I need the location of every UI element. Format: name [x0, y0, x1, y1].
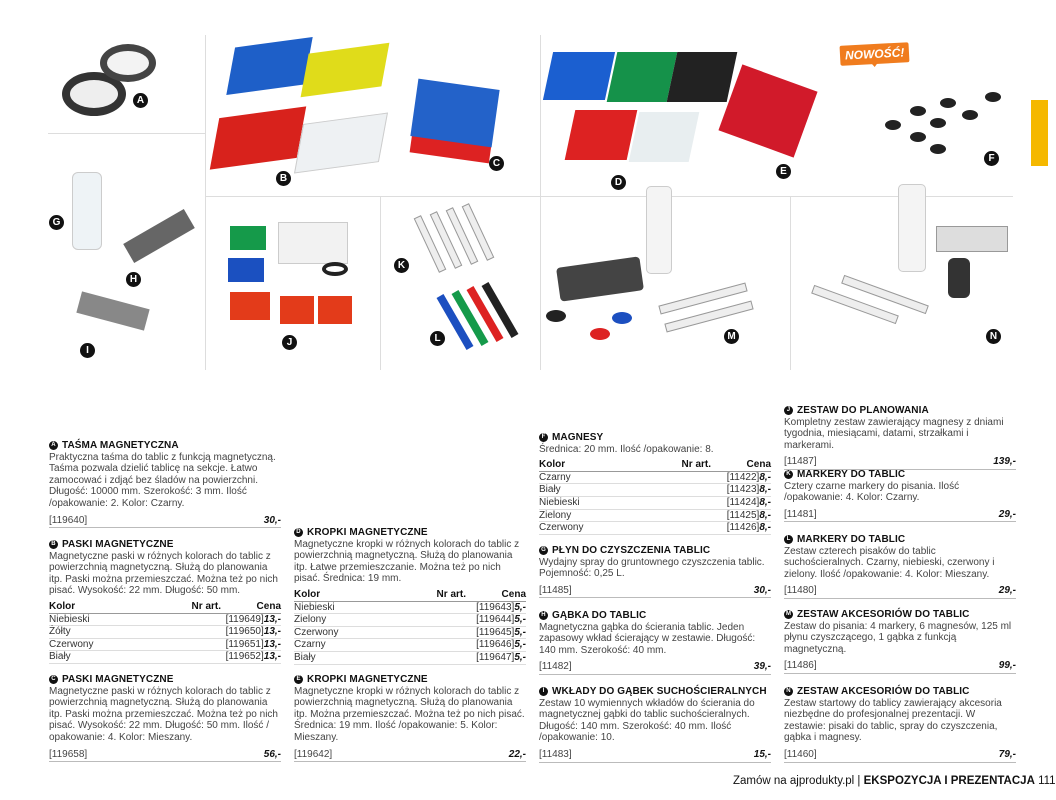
price-row — [49, 515, 281, 529]
letter-badge-icon: N — [784, 687, 793, 696]
price-row — [784, 660, 1016, 674]
price: 29,- — [998, 585, 1016, 597]
column-header: Nr art. — [191, 600, 221, 612]
table-row — [539, 484, 771, 497]
product-title — [49, 440, 281, 452]
divider — [540, 35, 541, 370]
table-row — [294, 627, 526, 640]
product-title-text: TAŚMA MAGNETYCZNA — [62, 440, 179, 451]
price-cell: 8,- — [759, 484, 771, 496]
color-cell: Czerwony — [49, 638, 94, 650]
variant-table — [294, 589, 526, 665]
color-cell: Żółty — [49, 626, 71, 638]
table-row — [49, 651, 281, 664]
article-number: [119640] — [49, 514, 88, 526]
image-label-a: A — [133, 93, 148, 108]
product-description: Magnetyczne paski w różnych kolorach do tablic z powierzchnią magnetyczną. Służą do planowania itp. Paski można przemieszczać. Można też po nich pisać. Wysokość: 22 mm. Długość: 50 mm. Ilość / opakowanie: 4. Kolor: Mieszany. — [49, 685, 278, 743]
product-description: Magnetyczne paski w różnych kolorach do tablic z powierzchnią magnetyczną. Służą do planowania itp. Paski można przemieszczać. Można też po nich pisać. Wysokość: 22 mm. Długość: 50 mm. — [49, 550, 278, 597]
color-cell: Czarny — [539, 471, 571, 483]
article-number: [11481] — [784, 508, 817, 520]
article-number: [11480] — [784, 585, 817, 597]
article-number-cell: [119643] — [476, 601, 515, 613]
table-row — [294, 602, 526, 615]
article-number-cell: [119651] — [225, 638, 264, 650]
divider — [205, 35, 206, 370]
article-number-cell: [119652] — [225, 651, 264, 663]
article-number: [119658] — [49, 748, 88, 760]
letter-badge-icon: L — [784, 535, 793, 544]
product-description: Zestaw 10 wymiennych wkładów do ścierania do magnetycznej gąbki do tablic suchościeralnych. Długość: 140 mm. Szerokość: 40 mm. Ilość /opakowanie: 10. — [539, 697, 755, 744]
price: 99,- — [998, 660, 1016, 672]
price-cell: 13,- — [263, 626, 281, 638]
product-description: Magnetyczna gąbka do ścierania tablic. Jeden zapasowy wkład ścierający w zestawie. Długość: 140 mm. Szerokość: 40 mm. — [539, 621, 756, 656]
product-description: Magnetyczne kropki w różnych kolorach do tablic z powierzchnią magnetyczną. Służą do planowania itp. Łatwe przemieszczanie. Można też po nich pisać. Średnica: 19 mm. — [294, 538, 520, 585]
price-row — [539, 661, 771, 675]
image-label-i: I — [80, 343, 95, 358]
article-number-cell: [11425] — [726, 509, 760, 521]
letter-badge-icon: D — [294, 528, 303, 537]
variant-table — [539, 459, 771, 535]
price-cell: 13,- — [263, 638, 281, 650]
color-cell: Czerwony — [539, 522, 584, 534]
price-cell: 8,- — [759, 522, 771, 534]
product-title — [784, 686, 1016, 698]
price-row — [784, 509, 1016, 523]
price-row — [784, 585, 1016, 599]
table-row — [539, 497, 771, 510]
price: 30,- — [263, 514, 281, 526]
table-row — [49, 626, 281, 639]
color-cell: Niebieski — [294, 601, 335, 613]
image-label-k: K — [394, 258, 409, 273]
product-description: Cztery czarne markery do pisania. Ilość /opakowanie: 4. Kolor: Czarny. — [784, 480, 960, 504]
table-header — [539, 459, 771, 472]
color-cell: Niebieski — [539, 496, 580, 508]
color-cell: Zielony — [539, 509, 572, 521]
product-block-k — [784, 469, 1016, 522]
table-header — [294, 589, 526, 602]
column-header: Kolor — [49, 600, 76, 612]
table-row — [294, 639, 526, 652]
product-block-i — [539, 686, 771, 763]
product-title — [539, 610, 771, 622]
table-row — [539, 510, 771, 523]
section-title: EKSPOZYCJA I PREZENTACJA — [863, 775, 1035, 787]
color-cell: Biały — [539, 484, 561, 496]
product-block-l — [784, 534, 1016, 599]
article-number-cell: [119650] — [225, 626, 264, 638]
product-title-text: MARKERY DO TABLIC — [797, 469, 906, 480]
product-title — [784, 609, 1016, 621]
article-number: [11483] — [539, 748, 572, 760]
table-row — [539, 522, 771, 535]
image-label-m: M — [724, 329, 739, 344]
product-title-text: PASKI MAGNETYCZNE — [62, 674, 174, 685]
article-number: [11487] — [784, 456, 817, 468]
price-row — [784, 749, 1016, 763]
column-header: Kolor — [539, 459, 566, 471]
image-label-b: B — [276, 171, 291, 186]
product-block-e — [294, 674, 526, 762]
price-cell: 5,- — [514, 614, 526, 626]
product-block-g — [539, 545, 771, 598]
article-number: [11460] — [784, 748, 817, 760]
product-title-text: ZESTAW AKCESORIÓW DO TABLIC — [797, 609, 970, 620]
price: 79,- — [998, 748, 1016, 760]
product-title-text: ZESTAW DO PLANOWANIA — [797, 405, 929, 416]
column-header: Cena — [501, 588, 526, 600]
order-link[interactable]: Zamów na ajprodukty.pl | — [733, 775, 861, 787]
price-cell: 5,- — [514, 626, 526, 638]
product-title-text: MARKERY DO TABLIC — [797, 534, 906, 545]
article-number-cell: [11424] — [726, 496, 760, 508]
color-cell: Niebieski — [49, 613, 90, 625]
price: 15,- — [753, 748, 771, 760]
price-cell: 13,- — [263, 651, 281, 663]
article-number-cell: [119645] — [476, 626, 515, 638]
column-header: Nr art. — [681, 459, 711, 471]
product-title-text: ZESTAW AKCESORIÓW DO TABLIC — [797, 686, 970, 697]
color-cell: Biały — [294, 651, 316, 663]
product-description: Kompletny zestaw zawierający magnesy z dniami tygodnia, miesiącami, datami, strzałkami i markerami. — [784, 416, 1004, 451]
letter-badge-icon: M — [785, 611, 792, 618]
article-number-cell: [119649] — [225, 613, 264, 625]
price-cell: 8,- — [759, 509, 771, 521]
price-cell: 5,- — [514, 651, 526, 663]
product-title — [294, 674, 526, 686]
product-block-b — [49, 539, 281, 664]
product-title — [539, 686, 771, 698]
price: 22,- — [508, 748, 526, 760]
divider — [790, 196, 791, 370]
product-title — [49, 539, 281, 551]
product-title-text: KROPKI MAGNETYCZNE — [307, 527, 428, 538]
article-number: [11486] — [784, 660, 817, 672]
color-cell: Biały — [49, 651, 71, 663]
product-description: Średnica: 20 mm. Ilość /opakowanie: 8. — [539, 443, 714, 455]
page-footer — [733, 775, 1056, 787]
color-cell: Zielony — [294, 614, 327, 626]
product-title — [49, 674, 281, 686]
table-row — [49, 614, 281, 627]
table-row — [49, 639, 281, 652]
price-cell: 13,- — [263, 613, 281, 625]
product-block-c — [49, 674, 281, 762]
product-description: Zestaw czterech pisaków do tablic suchościeralnych. Czarny, niebieski, czerwony i zielony. Ilość /opakowanie: 4. Kolor: Mieszany. — [784, 545, 995, 580]
image-label-l: L — [430, 331, 445, 346]
product-title-text: GĄBKA DO TABLIC — [552, 610, 647, 621]
letter-badge-icon: E — [294, 675, 303, 684]
column-header: Cena — [256, 600, 281, 612]
product-title-text: PASKI MAGNETYCZNE — [62, 539, 174, 550]
product-block-f — [539, 432, 771, 535]
article-number: [11482] — [539, 661, 572, 673]
article-number-cell: [11422] — [726, 471, 760, 483]
product-title-text: PŁYN DO CZYSZCZENIA TABLIC — [552, 545, 711, 556]
image-label-d: D — [611, 175, 626, 190]
price-row — [294, 749, 526, 763]
article-number: [11485] — [539, 584, 572, 596]
price-row — [784, 456, 1016, 470]
image-label-h: H — [126, 272, 141, 287]
product-description: Magnetyczne kropki w różnych kolorach do tablic z powierzchnią magnetyczną. Służą do planowania itp. Można przemieszczać. Można też po nich pisać. Średnica: 19 mm. Ilość /opakowanie: 5. Kolor: Mieszany. — [294, 685, 525, 743]
product-description: Wydajny spray do gruntownego czyszczenia tablic. Pojemność: 0,25 L. — [539, 556, 765, 580]
new-badge: NOWOŚĆ! — [840, 42, 910, 66]
price: 56,- — [263, 748, 281, 760]
price: 30,- — [753, 584, 771, 596]
price: 39,- — [753, 661, 771, 673]
table-row — [294, 652, 526, 665]
product-block-a — [49, 440, 281, 528]
variant-table — [49, 601, 281, 664]
product-description: Praktyczna taśma do tablic z funkcją magnetyczną. Taśma pozwala dzielić tablicę na sekcje. Łatwo zamocować i zdjąć bez śladów na powierzchni. Długość: 10000 mm. Szerokość: 3 mm. Ilość /opakowanie: 2. Kolor: Czarny. — [49, 451, 276, 509]
product-description: Zestaw do pisania: 4 markery, 6 magnesów, 125 ml płynu czyszczącego, 1 gąbka z funkcją magnetyczną. — [784, 620, 1012, 655]
price: 139,- — [993, 456, 1016, 468]
color-cell: Czerwony — [294, 626, 339, 638]
letter-badge-icon: A — [49, 441, 58, 450]
product-block-n — [784, 686, 1016, 763]
product-title — [539, 432, 771, 444]
table-row — [539, 472, 771, 485]
page-number: 111 — [1038, 775, 1056, 787]
image-label-f: F — [984, 151, 999, 166]
column-header: Nr art. — [436, 588, 466, 600]
product-title — [784, 405, 1016, 417]
product-description: Zestaw startowy do tablicy zawierający akcesoria niezbędne do profesjonalnej prezentacji. W zestawie: pisaki do tablic, spray do czyszczenia, gąbka i magnesy. — [784, 697, 1002, 744]
article-number-cell: [11423] — [726, 484, 760, 496]
product-block-m — [784, 609, 1016, 674]
article-number: [119642] — [294, 748, 333, 760]
column-header: Kolor — [294, 588, 321, 600]
price-cell: 8,- — [759, 471, 771, 483]
column-header: Cena — [746, 459, 771, 471]
product-block-j — [784, 405, 1016, 470]
product-title — [784, 534, 1016, 546]
image-label-j: J — [282, 335, 297, 350]
product-title — [539, 545, 771, 557]
table-row — [294, 614, 526, 627]
price-cell: 8,- — [759, 496, 771, 508]
image-label-e: E — [776, 164, 791, 179]
image-label-c: C — [489, 156, 504, 171]
price-row — [539, 749, 771, 763]
section-tab — [1031, 100, 1048, 166]
image-label-n: N — [986, 329, 1001, 344]
price: 29,- — [998, 508, 1016, 520]
price-row — [49, 749, 281, 763]
letter-badge-icon: K — [784, 470, 793, 479]
divider — [48, 133, 205, 134]
article-number-cell: [119647] — [476, 651, 515, 663]
product-title-text: WKŁADY DO GĄBEK SUCHOŚCIERALNYCH — [552, 686, 767, 697]
letter-badge-icon: I — [539, 687, 548, 696]
letter-badge-icon: F — [539, 433, 548, 442]
letter-badge-icon: C — [49, 675, 58, 684]
divider — [380, 196, 381, 370]
letter-badge-icon: J — [784, 406, 793, 415]
table-header — [49, 601, 281, 614]
article-number-cell: [119646] — [476, 639, 515, 651]
price-cell: 5,- — [514, 601, 526, 613]
product-title-text: KROPKI MAGNETYCZNE — [307, 674, 428, 685]
color-cell: Czarny — [294, 639, 326, 651]
image-label-g: G — [49, 215, 64, 230]
product-title — [294, 527, 526, 539]
price-cell: 5,- — [514, 639, 526, 651]
article-number-cell: [11426] — [726, 522, 760, 534]
letter-badge-icon: G — [539, 546, 548, 555]
divider — [205, 196, 1013, 197]
product-block-d — [294, 527, 526, 665]
product-title — [784, 469, 1016, 481]
price-row — [539, 585, 771, 599]
product-block-h — [539, 610, 771, 675]
letter-badge-icon: H — [539, 611, 548, 620]
article-number-cell: [119644] — [476, 614, 515, 626]
product-title-text: MAGNESY — [552, 432, 604, 443]
letter-badge-icon: B — [49, 540, 58, 549]
